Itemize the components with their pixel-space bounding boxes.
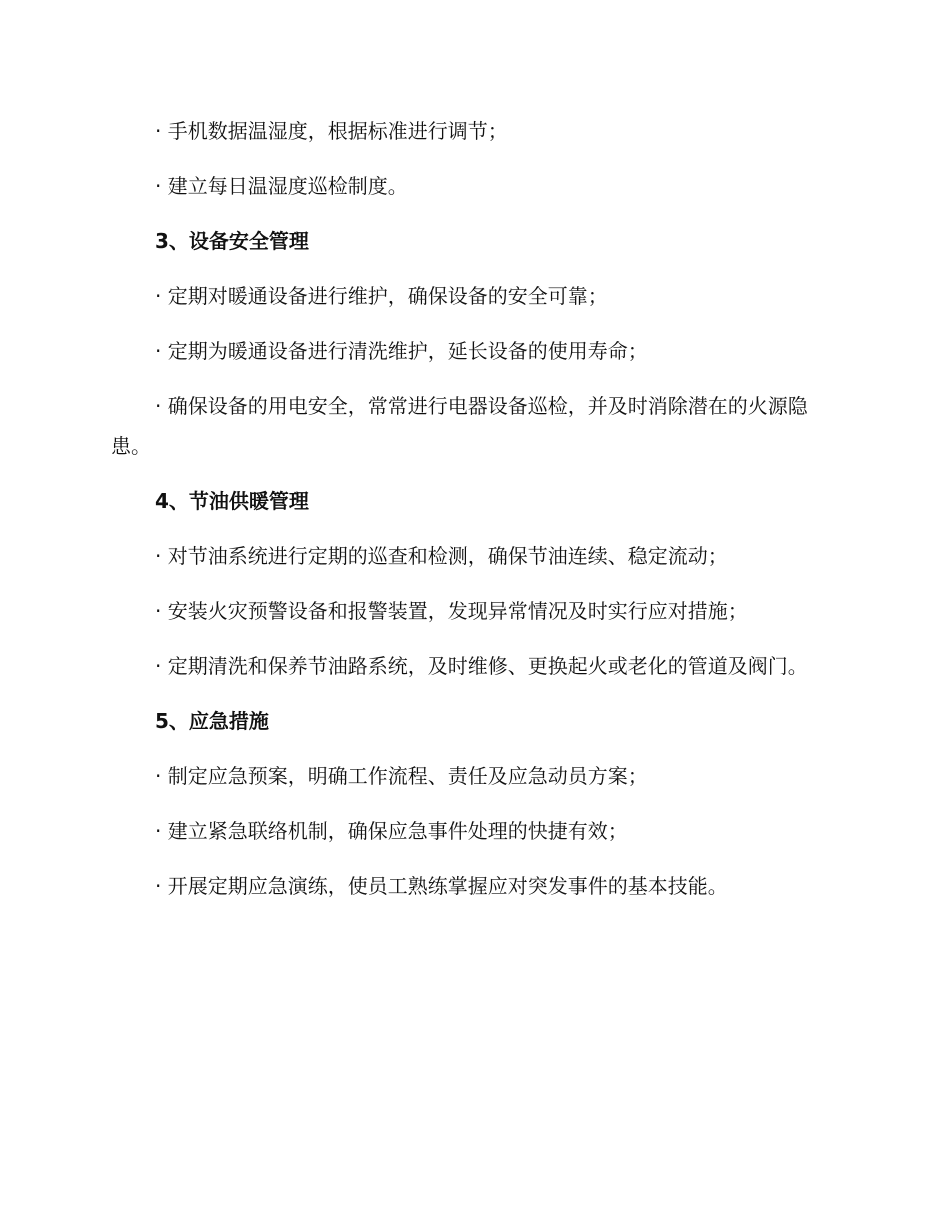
bullet-item: · 开展定期应急演练，使员工熟练掌握应对突发事件的基本技能。: [155, 874, 728, 898]
bullet-item: · 对节油系统进行定期的巡查和检测，确保节油连续、稳定流动；: [155, 544, 728, 568]
bullet-item: · 制定应急预案，明确工作流程、责任及应急动员方案；: [155, 764, 648, 788]
bullet-item: · 建立每日温湿度巡检制度。: [155, 174, 408, 198]
bullet-item: · 定期清洗和保养节油路系统，及时维修、更换起火或老化的管道及阀门。: [155, 654, 808, 678]
section-heading: 3、设备安全管理: [155, 229, 309, 253]
bullet-item: · 建立紧急联络机制，确保应急事件处理的快捷有效；: [155, 819, 628, 843]
bullet-item: · 定期为暖通设备进行清洗维护，延长设备的使用寿命；: [155, 339, 648, 363]
document-body: [111, 111, 825, 921]
bullet-item: · 手机数据温湿度，根据标准进行调节；: [155, 119, 508, 143]
bullet-item: · 定期对暖通设备进行维护，确保设备的安全可靠；: [155, 284, 608, 308]
bullet-item: · 确保设备的用电安全，常常进行电器设备巡检，并及时消除潜在的火源隐患。: [111, 394, 808, 458]
section-heading: 5、应急措施: [155, 709, 269, 733]
bullet-item: · 安装火灾预警设备和报警装置，发现异常情况及时实行应对措施；: [155, 599, 748, 623]
section-heading: 4、节油供暖管理: [155, 489, 309, 513]
